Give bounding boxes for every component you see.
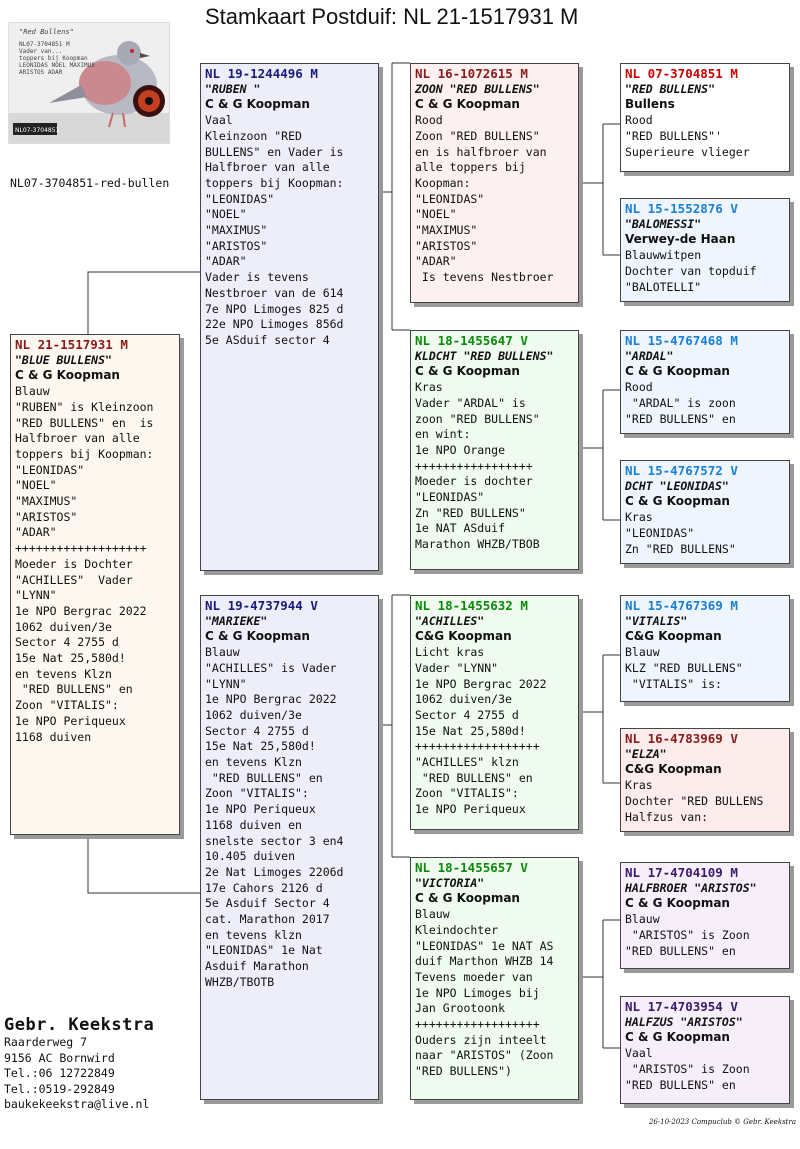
note-line: Vader "LYNN"	[415, 660, 499, 675]
note-line: Blauw	[625, 645, 660, 660]
photo-overlay-title: "Red Bullens"	[19, 28, 74, 36]
note-line: Nestbroer van de 614	[205, 285, 344, 300]
note-line: Blauw	[15, 384, 50, 399]
note-line: Blauwwitpen	[625, 248, 702, 263]
owner-phone-mobile: Tel.:06 12722849	[4, 1066, 115, 1080]
pedigree-card-father-mother	[410, 330, 579, 570]
note-line: Dochter van topduif	[625, 263, 757, 278]
note-line: snelste sector 3 en4	[205, 833, 344, 848]
note-line: cat. Marathon 2017	[205, 912, 330, 927]
note-line: Blauw	[415, 907, 450, 922]
owner-phone: Tel.:0519-292849	[4, 1081, 115, 1096]
photo-overlay-line: Vader van...	[19, 48, 63, 55]
pedigree-notes	[205, 113, 374, 349]
breeder-name: C & G Koopman	[415, 891, 520, 906]
note-line: Rood	[625, 380, 653, 395]
breeder-name: Verwey-de Haan	[625, 232, 736, 247]
note-line: Marathon WHZB/TBOB	[415, 537, 540, 552]
owner-name: Gebr. Keekstra	[4, 1015, 155, 1035]
note-line: Kleinzoon "RED	[205, 128, 302, 143]
note-line: Vader is tevens	[205, 270, 309, 285]
note-line: Zoon "RED BULLENS"	[415, 128, 540, 143]
pedigree-card-fmf	[620, 330, 790, 434]
pigeon-name: "ACHILLES"	[415, 613, 485, 628]
note-line: 1e NPO Orange	[415, 442, 506, 457]
ring-number: NL 19-4737944 V	[205, 598, 318, 613]
note-line: "ARISTOS"	[415, 238, 478, 253]
note-line: 10.405 duiven	[205, 849, 296, 864]
pigeon-name: DCHT "LEONIDAS"	[625, 478, 729, 493]
breeder-name: C & G Koopman	[205, 97, 310, 112]
ring-number: NL 17-4703954 V	[625, 999, 738, 1014]
note-line: "LEONIDAS"	[415, 191, 485, 206]
note-line: "RED BULLENS" en	[625, 411, 736, 426]
note-line: "RED BULLENS" en	[625, 1077, 736, 1092]
ring-number: NL 16-4783969 V	[625, 731, 738, 746]
note-line: "ADAR"	[15, 525, 57, 540]
pedigree-notes	[205, 645, 374, 990]
note-line: Halfzus van:	[625, 809, 709, 824]
pedigree-card-subject	[10, 334, 180, 835]
note-line: 1e NAT ASduif	[415, 521, 506, 536]
note-line: "RUBEN" is Kleinzoon	[15, 399, 154, 414]
photo-overlay-line: LEONIDAS NOEL MAXIMUS	[19, 62, 95, 69]
note-line: Blauw	[625, 912, 660, 927]
note-line: "ARISTOS" is Zoon	[625, 1061, 750, 1076]
pedigree-card-mfm	[620, 728, 790, 832]
pedigree-card-father	[200, 63, 379, 571]
pedigree-notes	[415, 907, 574, 1080]
note-line: 1e NPO Periqueux	[205, 802, 316, 817]
ring-number: NL 18-1455632 M	[415, 598, 528, 613]
note-line: "ACHILLES" is Vader	[205, 660, 337, 675]
pigeon-name: "MARIEKE"	[205, 613, 268, 628]
note-line: 1e NPO Bergrac 2022	[415, 676, 547, 691]
note-line: 15e Nat 25,580d!	[15, 651, 126, 666]
pigeon-name: "BLUE BULLENS"	[15, 352, 112, 367]
note-line: KLZ "RED BULLENS"	[625, 660, 743, 675]
note-line: +++++++++++++++++	[415, 458, 533, 473]
pigeon-name: "VITALIS"	[625, 613, 688, 628]
photo-overlay-line: ARISTOS ADAR	[19, 69, 63, 76]
note-line: "LYNN"	[15, 588, 57, 603]
ring-number: NL 15-4767572 V	[625, 463, 738, 478]
note-line: Asduif Marathon	[205, 959, 309, 974]
note-line: Ouders zijn inteelt	[415, 1032, 547, 1047]
pigeon-name: "RUBEN "	[205, 81, 261, 96]
note-line: Tevens moeder van	[415, 969, 533, 984]
pedigree-notes	[625, 510, 785, 557]
note-line: "LEONIDAS"	[415, 490, 485, 505]
note-line: toppers bij Koopman:	[205, 175, 344, 190]
note-line: 1168 duiven	[15, 729, 92, 744]
breeder-name: C & G Koopman	[415, 97, 520, 112]
note-line: "NOEL"	[15, 478, 57, 493]
note-line: 1e NPO Limoges bij	[415, 985, 540, 1000]
note-line: 5e ASduif sector 4	[205, 332, 330, 347]
note-line: en tevens Klzn	[15, 666, 112, 681]
pedigree-card-mmf	[620, 862, 790, 969]
pigeon-name: HALFBROER "ARISTOS"	[625, 880, 757, 895]
note-line: 2e Nat Limoges 2206d	[205, 864, 344, 879]
pedigree-notes	[625, 380, 785, 427]
ring-number: NL 18-1455657 V	[415, 860, 528, 875]
note-line: Koopman:	[415, 175, 471, 190]
note-line: Halfbroer van alle	[15, 431, 140, 446]
note-line: "MAXIMUS"	[415, 223, 478, 238]
breeder-name: C & G Koopman	[625, 1030, 730, 1045]
note-line: "ADAR"	[205, 254, 247, 269]
ring-number: NL 17-4704109 M	[625, 865, 738, 880]
note-line: "MAXIMUS"	[205, 223, 268, 238]
breeder-name: C & G Koopman	[625, 494, 730, 509]
note-line: Sector 4 2755 d	[15, 635, 119, 650]
note-line: "BALOTELLI"	[625, 279, 702, 294]
note-line: en is halfbroer van	[415, 144, 547, 159]
note-line: Kras	[415, 380, 443, 395]
breeder-name: C & G Koopman	[625, 896, 730, 911]
note-line: "NOEL"	[205, 207, 247, 222]
note-line: 1168 duiven en	[205, 817, 302, 832]
breeder-name: C&G Koopman	[415, 629, 512, 644]
note-line: "LEONIDAS"	[625, 525, 695, 540]
note-line: naar "ARISTOS" (Zoon	[415, 1048, 554, 1063]
ring-number: NL 07-3704851 M	[625, 66, 738, 81]
pigeon-name: "RED BULLENS"	[625, 81, 716, 96]
page-title: Stamkaart Postduif: NL 21-1517931 M	[205, 4, 579, 29]
note-line: 1062 duiven/3e	[15, 619, 112, 634]
photo-overlay-line: NL07-3704851 M	[19, 41, 70, 48]
note-line: Blauw	[205, 645, 240, 660]
note-line: "NOEL"	[415, 207, 457, 222]
note-line: "MAXIMUS"	[15, 494, 78, 509]
note-line: "ADAR"	[415, 254, 457, 269]
note-line: "ARISTOS"	[205, 238, 268, 253]
breeder-name: C&G Koopman	[625, 762, 722, 777]
pedigree-notes	[625, 912, 785, 959]
note-line: "ARDAL" is zoon	[625, 395, 736, 410]
note-line: 1062 duiven/3e	[205, 707, 302, 722]
pedigree-card-mother-mother	[410, 857, 579, 1100]
breeder-name: C & G Koopman	[625, 364, 730, 379]
note-line: 1e NPO Periqueux	[15, 713, 126, 728]
note-line: Rood	[625, 113, 653, 128]
note-line: Vader "ARDAL" is	[415, 395, 526, 410]
note-line: 7e NPO Limoges 825 d	[205, 301, 344, 316]
ring-number: NL 19-1244496 M	[205, 66, 318, 81]
note-line: Sector 4 2755 d	[415, 707, 519, 722]
note-line: "RED BULLENS" en is	[15, 415, 154, 430]
note-line: Zoon "VITALIS":	[205, 786, 309, 801]
note-line: Rood	[415, 113, 443, 128]
note-line: "RED BULLENS")	[415, 1064, 512, 1079]
ring-number: NL 16-1072615 M	[415, 66, 528, 81]
photo-badge: NL07-3704851	[15, 127, 60, 134]
pigeon-name: HALFZUS "ARISTOS"	[625, 1014, 743, 1029]
pedigree-notes	[415, 645, 574, 818]
note-line: 1e NPO Bergrac 2022	[15, 603, 147, 618]
breeder-name: Bullens	[625, 97, 675, 112]
note-line: "RED BULLENS" en	[625, 943, 736, 958]
note-line: alle toppers bij	[415, 160, 526, 175]
pedigree-card-fff	[620, 63, 790, 172]
owner-postal: 9156 AC Bornwird	[4, 1050, 115, 1065]
owner-email: baukekeekstra@live.nl	[4, 1097, 150, 1111]
photo-overlay-line: toppers bij Koopman	[19, 55, 88, 62]
note-line: duif Marthon WHZB 14	[415, 954, 554, 969]
ring-number: NL 15-1552876 V	[625, 201, 738, 216]
note-line: Moeder is Dochter	[15, 556, 133, 571]
note-line: Kras	[625, 510, 653, 525]
footer-credit: 26-10-2023 Compuclub © Gebr. Keekstra	[648, 1118, 796, 1126]
pedigree-notes	[415, 113, 574, 286]
pedigree-card-mmm	[620, 996, 790, 1104]
note-line: toppers bij Koopman:	[15, 446, 154, 461]
note-line: 5e Asduif Sector 4	[205, 896, 330, 911]
ring-number: NL 21-1517931 M	[15, 337, 128, 352]
note-line: Vaal	[205, 113, 233, 128]
pedigree-notes	[415, 380, 574, 553]
note-line: Zn "RED BULLENS"	[415, 505, 526, 520]
note-line: en tevens klzn	[205, 927, 302, 942]
ring-number: NL 15-4767468 M	[625, 333, 738, 348]
note-line: "RED BULLENS"'	[625, 128, 722, 143]
note-line: "RED BULLENS" en	[15, 682, 133, 697]
note-line: +++++++++++++++++++	[15, 541, 147, 556]
pigeon-name: "VICTORIA"	[415, 875, 485, 890]
note-line: Is tevens Nestbroer	[415, 270, 554, 285]
pigeon-photo	[8, 22, 170, 144]
pedigree-card-mff	[620, 595, 790, 702]
note-line: 15e Nat 25,580d!	[205, 739, 316, 754]
pedigree-card-father-father	[410, 63, 579, 303]
pedigree-notes	[15, 384, 175, 745]
note-line: "LEONIDAS" 1e Nat	[205, 943, 323, 958]
ring-number: NL 18-1455647 V	[415, 333, 528, 348]
pigeon-name: KLDCHT "RED BULLENS"	[415, 348, 554, 363]
owner-block	[4, 1015, 154, 1113]
pedigree-notes	[625, 1046, 785, 1093]
note-line: Kleindochter	[415, 922, 499, 937]
note-line: Licht kras	[415, 645, 485, 660]
note-line: WHZB/TBOTB	[205, 974, 275, 989]
owner-address: Raarderweg 7	[4, 1035, 88, 1049]
note-line: ++++++++++++++++++	[415, 1017, 540, 1032]
breeder-name: C&G Koopman	[625, 629, 722, 644]
note-line: "RED BULLENS" en	[205, 770, 323, 785]
pedigree-notes	[625, 113, 785, 160]
note-line: ++++++++++++++++++	[415, 739, 540, 754]
note-line: Moeder is dochter	[415, 474, 533, 489]
pigeon-name: "ELZA"	[625, 746, 667, 761]
note-line: Sector 4 2755 d	[205, 723, 309, 738]
pedigree-card-fmm	[620, 460, 790, 564]
note-line: "ACHILLES" klzn	[415, 755, 519, 770]
note-line: "ARISTOS"	[15, 509, 78, 524]
note-line: 1062 duiven/3e	[415, 692, 512, 707]
note-line: "LEONIDAS" 1e NAT AS	[415, 938, 554, 953]
note-line: Dochter "RED BULLENS	[625, 793, 764, 808]
pigeon-name: "BALOMESSI"	[625, 216, 702, 231]
note-line: Kras	[625, 778, 653, 793]
note-line: en tevens Klzn	[205, 755, 302, 770]
note-line: en wint:	[415, 427, 471, 442]
note-line: "LEONIDAS"	[205, 191, 275, 206]
note-line: Superieure vlieger	[625, 144, 750, 159]
breeder-name: C & G Koopman	[15, 368, 120, 383]
ring-number: NL 15-4767369 M	[625, 598, 738, 613]
pedigree-card-mother-father	[410, 595, 579, 830]
note-line: "RED BULLENS" en	[415, 770, 533, 785]
note-line: 22e NPO Limoges 856d	[205, 317, 344, 332]
pedigree-notes	[625, 645, 785, 692]
photo-caption: NL07-3704851-red-bullen	[10, 176, 170, 190]
pedigree-card-ffm	[620, 198, 790, 302]
note-line: "ARISTOS" is Zoon	[625, 927, 750, 942]
note-line: 1e NPO Bergrac 2022	[205, 692, 337, 707]
note-line: Vaal	[625, 1046, 653, 1061]
pigeon-name: ZOON "RED BULLENS"	[415, 81, 540, 96]
note-line: "VITALIS" is:	[625, 676, 722, 691]
note-line: "ACHILLES" Vader	[15, 572, 133, 587]
note-line: 17e Cahors 2126 d	[205, 880, 323, 895]
note-line: zoon "RED BULLENS"	[415, 411, 540, 426]
pedigree-notes	[625, 778, 785, 825]
pedigree-notes	[625, 248, 785, 295]
note-line: Zn "RED BULLENS"	[625, 541, 736, 556]
pedigree-card-mother	[200, 595, 379, 1100]
note-line: Jan Grootoonk	[415, 1001, 506, 1016]
note-line: Zoon "VITALIS":	[15, 698, 119, 713]
breeder-name: C & G Koopman	[205, 629, 310, 644]
note-line: Zoon "VITALIS":	[415, 786, 519, 801]
note-line: 1e NPO Periqueux	[415, 802, 526, 817]
breeder-name: C & G Koopman	[415, 364, 520, 379]
note-line: Halfbroer van alle	[205, 160, 330, 175]
note-line: "LEONIDAS"	[15, 462, 85, 477]
note-line: 15e Nat 25,580d!	[415, 723, 526, 738]
note-line: BULLENS" en Vader is	[205, 144, 344, 159]
note-line: "LYNN"	[205, 676, 247, 691]
pigeon-name: "ARDAL"	[625, 348, 674, 363]
